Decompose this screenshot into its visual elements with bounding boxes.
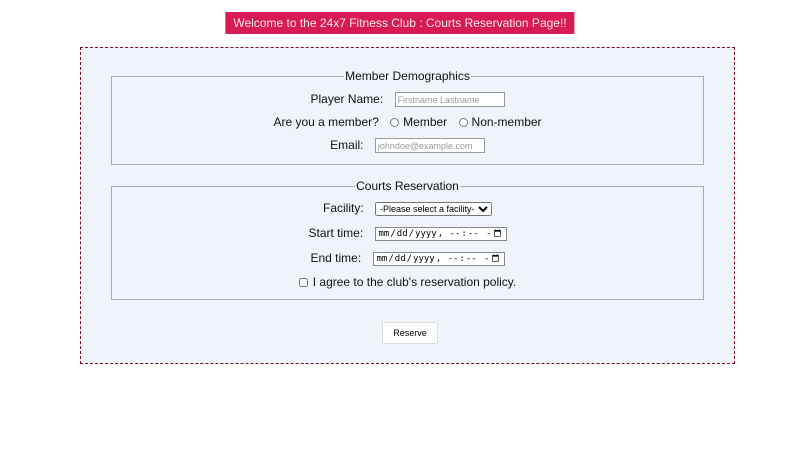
agree-policy-label: I agree to the club's reservation policy. [312, 275, 517, 289]
end-time-label: End time: [310, 251, 362, 265]
facility-label: Facility: [322, 201, 364, 215]
email-input[interactable] [375, 138, 485, 153]
nonmember-radio-label: Non-member [471, 115, 542, 129]
courts-reservation-fieldset [111, 179, 704, 300]
reservation-form [80, 47, 735, 364]
start-time-label: Start time: [308, 226, 364, 240]
nonmember-radio[interactable] [459, 118, 468, 127]
player-name-input[interactable] [395, 92, 505, 107]
end-time-input[interactable] [373, 252, 505, 266]
member-question-label: Are you a member? [273, 115, 379, 129]
email-label: Email: [330, 138, 364, 152]
reserve-button[interactable]: Reserve [382, 322, 438, 344]
member-radio[interactable] [390, 118, 399, 127]
player-name-label: Player Name: [310, 92, 384, 106]
fieldset-legend: Courts Reservation [356, 179, 459, 193]
member-demographics-fieldset [111, 69, 704, 165]
fieldset-legend: Member Demographics [345, 69, 470, 83]
member-radio-label: Member [403, 115, 448, 129]
facility-select[interactable] [375, 202, 492, 216]
start-time-input[interactable] [375, 227, 507, 241]
agree-policy-checkbox[interactable] [299, 278, 308, 287]
welcome-banner: Welcome to the 24x7 Fitness Club : Courts Reservation Page!! [225, 12, 574, 34]
